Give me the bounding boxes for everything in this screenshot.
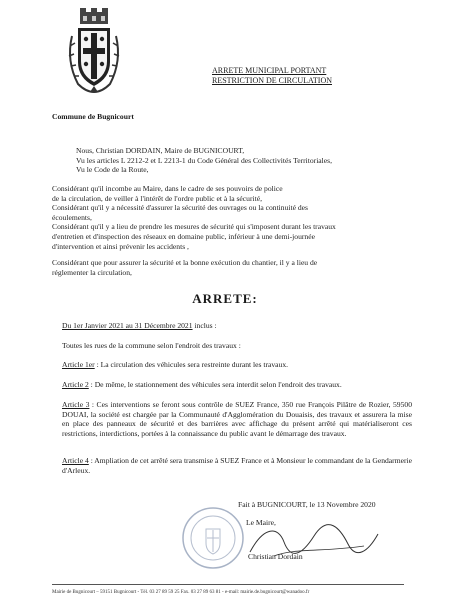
- period-dates: Du 1er Janvier 2021 au 31 Décembre 2021: [62, 321, 193, 330]
- visas-block: [76, 146, 332, 175]
- considerant-line: Considérant qu'il y a nécessité d'assurer la sécurité des ouvrages ou la continuité des: [52, 203, 308, 213]
- signatory-name: Christian Dordain: [248, 552, 303, 561]
- commune-name: Commune de Bugnicourt: [52, 112, 134, 121]
- considerant-line: Considérant que pour assurer la sécurité et la bonne exécution du chantier, il y a lieu de: [52, 258, 318, 268]
- title-line-1: ARRETE MUNICIPAL PORTANT: [212, 66, 327, 75]
- considerant-line: d'entretien et d'inspection des réseaux en domaine public, inférieur à une demi-journée: [52, 231, 315, 241]
- footer-contact: Mairie de Bugnicourt – 59151 Bugnicourt - Tél. 03 27 89 59 25 Fax. 03 27 89 63 81 - e-mail: mairie.de.bugnicourt@wanadoo.fr: [52, 590, 310, 595]
- article-1: [62, 360, 412, 370]
- signatory-role: Le Maire,: [246, 518, 276, 527]
- visa-line: Nous, Christian DORDAIN, Maire de BUGNICOURT,: [76, 146, 245, 155]
- official-stamp: [180, 505, 246, 571]
- article-text: : La circulation des véhicules sera restreinte durant les travaux.: [94, 360, 289, 369]
- article-4: [62, 456, 412, 475]
- arrete-heading: ARRETE:: [192, 291, 258, 306]
- considerant-line: Considérant qu'il y a lieu de prendre les mesures de sécurité qui s'imposent durant les travaux: [52, 222, 336, 232]
- article-text: : Ampliation de cet arrêté sera transmise à SUEZ France et à Monsieur le commandant de la Gendarmerie d'Arleux.: [62, 456, 412, 475]
- considerant-line: d'intervention et ainsi prévenir les accidents ,: [52, 241, 189, 251]
- visa-line: Vu le Code de la Route,: [76, 165, 149, 175]
- footer-divider: [52, 584, 404, 585]
- intro-line: Toutes les rues de la commune selon l'endroit des travaux :: [62, 341, 241, 350]
- considerant-line: de la circulation, de veiller à l'intérêt de l'ordre public et à la sécurité,: [52, 193, 262, 203]
- article-label: Article 4: [62, 456, 89, 465]
- considerants-block: [52, 184, 404, 277]
- article-label: Article 3: [62, 400, 90, 409]
- article-label: Article 1er: [62, 360, 95, 369]
- article-text: : Ces interventions se feront sous contrôle de SUEZ France, 350 rue François Pilâtre de Rozier, 59500 DOUAI, la société est chargée par la Communauté d'Agglomération du Douaisis, des travaux et assurera la mise en place des panneaux de sécurité et des barrières avec affichage du présent arrêté qui matérialiseront ces restrictions, interdictions, portées à la connaissance du public avant le démarrage des travaux.: [62, 400, 412, 438]
- considerant-line: Considérant qu'il incombe au Maire, dans le cadre de ses pouvoirs de police: [52, 184, 283, 193]
- title-line-2: RESTRICTION DE CIRCULATION: [212, 76, 332, 85]
- considerant-line: écoulements,: [52, 212, 92, 222]
- article-3: [62, 400, 412, 438]
- visa-line: Vu les articles L 2212-2 et L 2213-1 du Code Général des Collectivités Territoriales,: [76, 155, 333, 165]
- place-and-date: Fait à BUGNICOURT, le 13 Novembre 2020: [238, 500, 376, 509]
- period-suffix: inclus :: [192, 321, 217, 330]
- article-text: : De même, le stationnement des véhicules sera interdit selon l'endroit des travaux.: [88, 380, 342, 389]
- considerant-line: réglementer la circulation,: [52, 267, 132, 277]
- article-label: Article 2: [62, 380, 89, 389]
- document-title: [212, 66, 412, 86]
- period-line: [62, 321, 217, 330]
- article-2: [62, 380, 412, 390]
- commune-coat-of-arms: [64, 6, 124, 96]
